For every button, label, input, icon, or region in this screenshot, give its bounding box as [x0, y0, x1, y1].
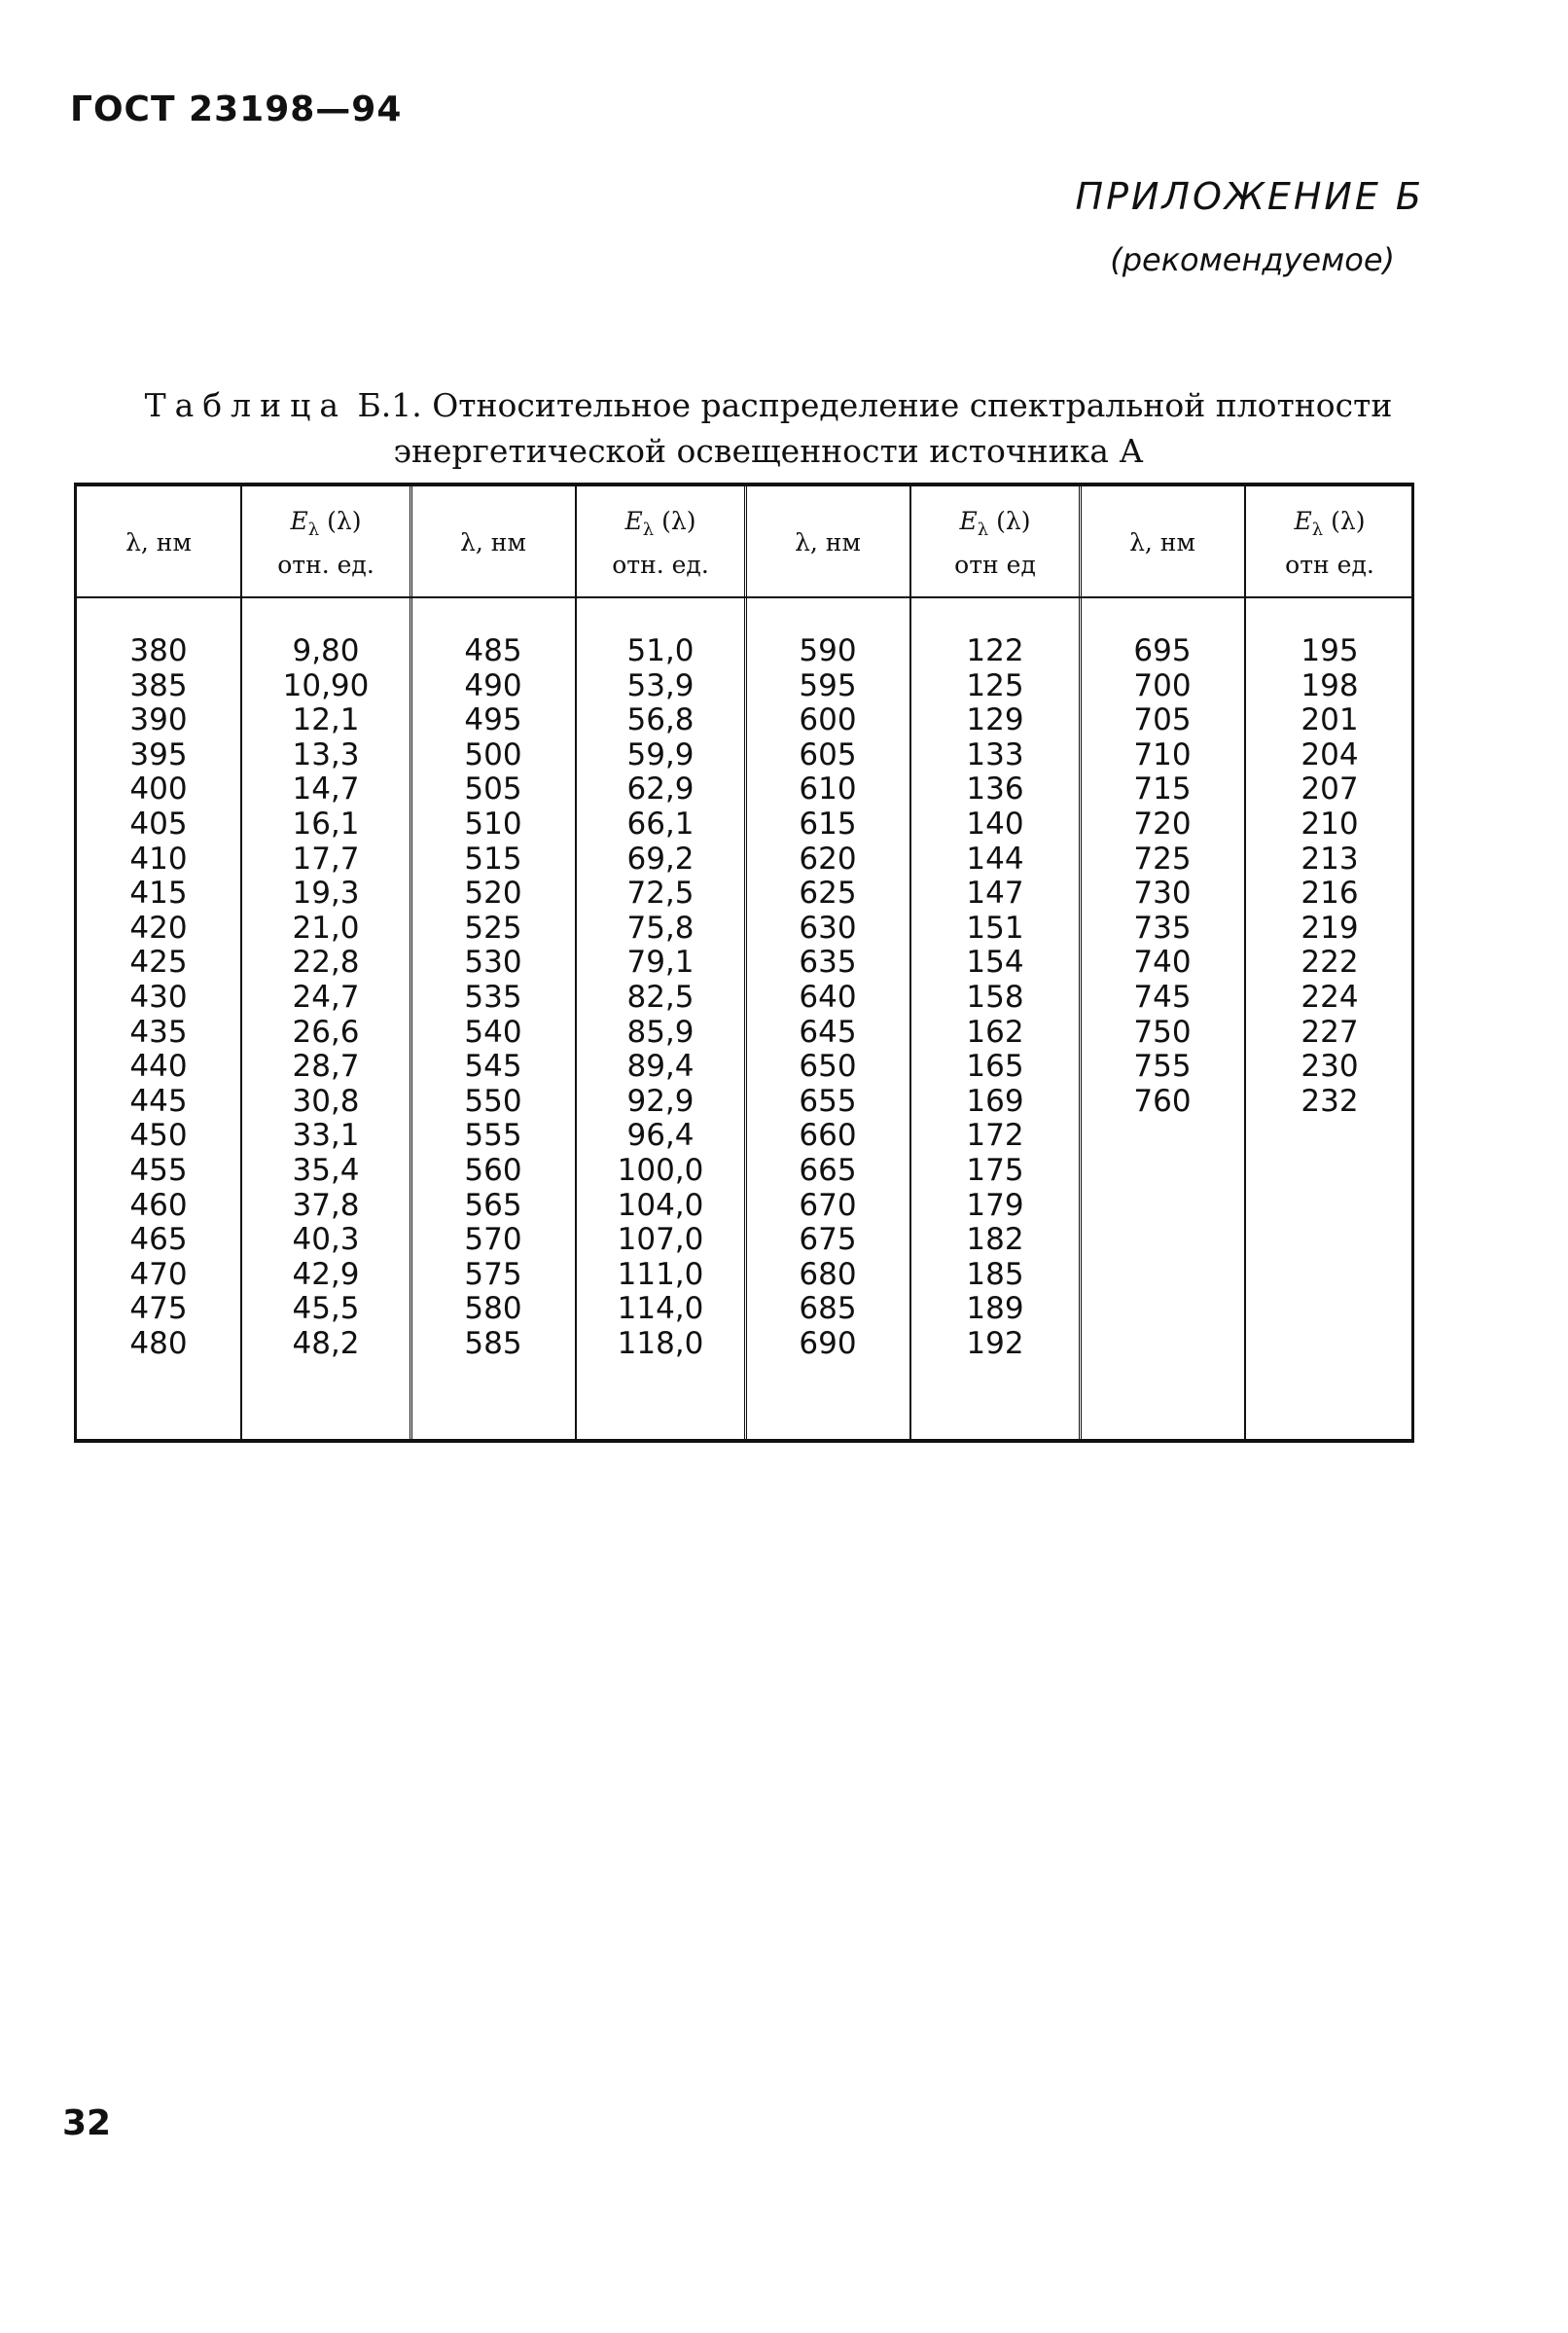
lambda-cell: 490	[464, 667, 522, 703]
lambda-cell: 665	[799, 1152, 857, 1188]
caption-line-1	[136, 382, 1401, 428]
e-lambda-cell: 185	[966, 1256, 1024, 1292]
e-lambda-cell: 96,4	[626, 1118, 695, 1154]
lambda-cell: 600	[799, 702, 857, 738]
lambda-cell: 460	[129, 1187, 188, 1223]
e-lambda-cell: 144	[966, 841, 1024, 877]
e-lambda-cell: 230	[1301, 1049, 1359, 1085]
standard-code: ГОСТ 23198—94	[70, 90, 403, 129]
e-lambda-column	[575, 634, 746, 1361]
e-lambda-cell: 26,6	[292, 1014, 360, 1050]
e-unit: отн ед.	[1285, 550, 1374, 579]
e-subscript: λ	[1311, 519, 1324, 540]
lambda-cell: 560	[464, 1152, 522, 1188]
lambda-header-text: λ, нм	[125, 528, 192, 556]
lambda-cell: 425	[129, 945, 188, 981]
e-lambda-cell: 104,0	[617, 1187, 704, 1223]
lambda-cell: 645	[799, 1014, 857, 1050]
e-lambda-cell: 133	[966, 736, 1024, 772]
lambda-cell: 510	[464, 806, 522, 842]
e-lambda-cell: 207	[1301, 772, 1359, 808]
lambda-cell: 515	[464, 841, 522, 877]
lambda-cell: 440	[129, 1049, 188, 1085]
page-number: 32	[62, 2103, 112, 2143]
lambda-cell: 610	[799, 772, 857, 808]
lambda-cell: 735	[1133, 910, 1192, 946]
lambda-cell: 380	[129, 633, 188, 668]
e-symbol: E	[1294, 506, 1312, 535]
spectral-table	[74, 483, 1414, 1443]
caption-text-1: Б.1. Относительное распределение спектральной плотности	[357, 386, 1393, 424]
lambda-cell: 565	[464, 1187, 522, 1223]
e-lambda-cell: 204	[1301, 736, 1359, 772]
lambda-cell: 550	[464, 1083, 522, 1119]
lambda-cell: 410	[129, 841, 188, 877]
e-lambda-cell: 72,5	[626, 876, 695, 912]
lambda-column	[77, 634, 240, 1361]
lambda-cell: 385	[129, 667, 188, 703]
e-lambda-cell: 33,1	[292, 1118, 360, 1154]
e-lambda-cell: 56,8	[626, 702, 695, 738]
lambda-cell: 530	[464, 945, 522, 981]
e-lambda-cell: 14,7	[292, 772, 360, 808]
lambda-cell: 535	[464, 979, 522, 1015]
lambda-cell: 555	[464, 1118, 522, 1154]
e-subscript: λ	[642, 519, 655, 540]
lambda-header-text: λ, нм	[795, 528, 861, 556]
e-lambda-header	[240, 494, 411, 592]
lambda-cell: 420	[129, 910, 188, 946]
e-lambda-cell: 19,3	[292, 876, 360, 912]
lambda-cell: 505	[464, 772, 522, 808]
lambda-cell: 430	[129, 979, 188, 1015]
table-caption	[136, 382, 1401, 474]
e-lambda-cell: 48,2	[292, 1325, 360, 1361]
e-lambda-cell: 79,1	[626, 945, 695, 981]
e-lambda-cell: 175	[966, 1152, 1024, 1188]
e-lambda-cell: 136	[966, 772, 1024, 808]
lambda-cell: 585	[464, 1325, 522, 1361]
lambda-cell: 705	[1133, 702, 1192, 738]
lambda-cell: 450	[129, 1118, 188, 1154]
lambda-column	[746, 634, 909, 1361]
e-lambda-cell: 59,9	[626, 736, 695, 772]
e-lambda-cell: 89,4	[626, 1049, 695, 1085]
e-lambda-cell: 201	[1301, 702, 1359, 738]
e-lambda-cell: 122	[966, 633, 1024, 668]
lambda-cell: 640	[799, 979, 857, 1015]
e-lambda-symbol	[960, 504, 1031, 548]
e-lambda-cell: 227	[1301, 1014, 1359, 1050]
lambda-cell: 480	[129, 1325, 188, 1361]
e-unit: отн. ед.	[612, 550, 709, 579]
e-lambda-cell: 107,0	[617, 1222, 704, 1258]
e-lambda-cell: 42,9	[292, 1256, 360, 1292]
lambda-header-text: λ, нм	[1129, 528, 1195, 556]
e-lambda-cell: 37,8	[292, 1187, 360, 1223]
lambda-cell: 575	[464, 1256, 522, 1292]
e-lambda-cell: 51,0	[626, 633, 695, 668]
appendix-note: (рекомендуемое)	[1110, 241, 1395, 278]
lambda-cell: 750	[1133, 1014, 1192, 1050]
e-argument: (λ)	[327, 506, 362, 535]
lambda-cell: 475	[129, 1291, 188, 1327]
lambda-cell: 675	[799, 1222, 857, 1258]
lambda-cell: 660	[799, 1118, 857, 1154]
e-lambda-cell: 151	[966, 910, 1024, 946]
e-lambda-cell: 213	[1301, 841, 1359, 877]
lambda-cell: 730	[1133, 876, 1192, 912]
lambda-cell: 635	[799, 945, 857, 981]
e-lambda-cell: 182	[966, 1222, 1024, 1258]
e-lambda-cell: 21,0	[292, 910, 360, 946]
e-lambda-cell: 224	[1301, 979, 1359, 1015]
lambda-cell: 580	[464, 1291, 522, 1327]
e-lambda-cell: 13,3	[292, 736, 360, 772]
e-lambda-cell: 66,1	[626, 806, 695, 842]
e-lambda-cell: 210	[1301, 806, 1359, 842]
lambda-header	[411, 494, 575, 592]
lambda-cell: 690	[799, 1325, 857, 1361]
e-unit: отн. ед.	[277, 550, 374, 579]
lambda-cell: 570	[464, 1222, 522, 1258]
lambda-header	[1081, 494, 1244, 592]
lambda-cell: 455	[129, 1152, 188, 1188]
lambda-cell: 540	[464, 1014, 522, 1050]
lambda-cell: 670	[799, 1187, 857, 1223]
lambda-cell: 650	[799, 1049, 857, 1085]
e-subscript: λ	[977, 519, 989, 540]
e-lambda-cell: 169	[966, 1083, 1024, 1119]
e-lambda-symbol	[625, 504, 696, 548]
e-lambda-cell: 219	[1301, 910, 1359, 946]
e-lambda-cell: 53,9	[626, 667, 695, 703]
lambda-cell: 625	[799, 876, 857, 912]
e-lambda-symbol	[291, 504, 362, 548]
e-symbol: E	[624, 506, 643, 535]
e-lambda-cell: 154	[966, 945, 1024, 981]
e-lambda-cell: 10,90	[282, 667, 370, 703]
e-lambda-cell: 111,0	[617, 1256, 704, 1292]
lambda-header-text: λ, нм	[460, 528, 526, 556]
e-lambda-cell: 147	[966, 876, 1024, 912]
e-lambda-cell: 162	[966, 1014, 1024, 1050]
e-lambda-cell: 85,9	[626, 1014, 695, 1050]
e-symbol: E	[959, 506, 978, 535]
e-lambda-cell: 45,5	[292, 1291, 360, 1327]
e-lambda-cell: 140	[966, 806, 1024, 842]
lambda-cell: 720	[1133, 806, 1192, 842]
lambda-cell: 710	[1133, 736, 1192, 772]
lambda-cell: 630	[799, 910, 857, 946]
e-lambda-cell: 216	[1301, 876, 1359, 912]
lambda-cell: 525	[464, 910, 522, 946]
lambda-cell: 445	[129, 1083, 188, 1119]
lambda-column	[411, 634, 575, 1361]
e-argument: (λ)	[996, 506, 1031, 535]
e-lambda-cell: 158	[966, 979, 1024, 1015]
lambda-cell: 620	[799, 841, 857, 877]
e-lambda-cell: 222	[1301, 945, 1359, 981]
e-lambda-cell: 24,7	[292, 979, 360, 1015]
lambda-cell: 595	[799, 667, 857, 703]
e-lambda-column	[909, 634, 1081, 1361]
e-lambda-cell: 198	[1301, 667, 1359, 703]
lambda-cell: 500	[464, 736, 522, 772]
lambda-cell: 755	[1133, 1049, 1192, 1085]
lambda-cell: 470	[129, 1256, 188, 1292]
e-lambda-cell: 114,0	[617, 1291, 704, 1327]
lambda-cell: 405	[129, 806, 188, 842]
lambda-cell: 715	[1133, 772, 1192, 808]
lambda-cell: 485	[464, 633, 522, 668]
lambda-cell: 740	[1133, 945, 1192, 981]
e-unit: отн ед	[954, 550, 1036, 579]
lambda-cell: 700	[1133, 667, 1192, 703]
e-lambda-cell: 82,5	[626, 979, 695, 1015]
e-lambda-cell: 17,7	[292, 841, 360, 877]
e-argument: (λ)	[1331, 506, 1366, 535]
lambda-header	[77, 494, 240, 592]
lambda-column	[1081, 634, 1244, 1119]
e-lambda-cell: 195	[1301, 633, 1359, 668]
e-lambda-header	[909, 494, 1081, 592]
e-lambda-symbol	[1295, 504, 1366, 548]
lambda-cell: 605	[799, 736, 857, 772]
e-lambda-column	[1244, 634, 1415, 1119]
caption-label: Таблица	[144, 386, 347, 424]
e-lambda-cell: 30,8	[292, 1083, 360, 1119]
lambda-cell: 695	[1133, 633, 1192, 668]
lambda-header	[746, 494, 909, 592]
e-lambda-cell: 9,80	[292, 633, 360, 668]
e-lambda-cell: 189	[966, 1291, 1024, 1327]
e-lambda-cell: 129	[966, 702, 1024, 738]
appendix-title: ПРИЛОЖЕНИЕ Б	[1075, 175, 1424, 218]
e-lambda-cell: 165	[966, 1049, 1024, 1085]
lambda-cell: 465	[129, 1222, 188, 1258]
lambda-cell: 545	[464, 1049, 522, 1085]
lambda-cell: 760	[1133, 1083, 1192, 1119]
e-lambda-header	[1244, 494, 1415, 592]
e-lambda-cell: 69,2	[626, 841, 695, 877]
lambda-cell: 400	[129, 772, 188, 808]
e-lambda-column	[240, 634, 411, 1361]
lambda-cell: 615	[799, 806, 857, 842]
e-lambda-cell: 118,0	[617, 1325, 704, 1361]
e-lambda-cell: 62,9	[626, 772, 695, 808]
lambda-cell: 680	[799, 1256, 857, 1292]
lambda-cell: 495	[464, 702, 522, 738]
lambda-cell: 390	[129, 702, 188, 738]
e-lambda-cell: 100,0	[617, 1152, 704, 1188]
lambda-cell: 395	[129, 736, 188, 772]
e-lambda-cell: 12,1	[292, 702, 360, 738]
e-lambda-cell: 232	[1301, 1083, 1359, 1119]
e-lambda-cell: 179	[966, 1187, 1024, 1223]
e-lambda-cell: 92,9	[626, 1083, 695, 1119]
lambda-cell: 725	[1133, 841, 1192, 877]
caption-line-2: энергетической освещенности источника А	[393, 432, 1144, 470]
lambda-cell: 685	[799, 1291, 857, 1327]
lambda-cell: 435	[129, 1014, 188, 1050]
e-argument: (λ)	[661, 506, 696, 535]
e-lambda-cell: 22,8	[292, 945, 360, 981]
lambda-cell: 520	[464, 876, 522, 912]
e-lambda-cell: 192	[966, 1325, 1024, 1361]
lambda-cell: 590	[799, 633, 857, 668]
e-lambda-cell: 40,3	[292, 1222, 360, 1258]
e-lambda-header	[575, 494, 746, 592]
e-lambda-cell: 75,8	[626, 910, 695, 946]
lambda-cell: 415	[129, 876, 188, 912]
lambda-cell: 655	[799, 1083, 857, 1119]
e-symbol: E	[290, 506, 308, 535]
e-lambda-cell: 28,7	[292, 1049, 360, 1085]
e-subscript: λ	[307, 519, 320, 540]
e-lambda-cell: 35,4	[292, 1152, 360, 1188]
e-lambda-cell: 125	[966, 667, 1024, 703]
lambda-cell: 745	[1133, 979, 1192, 1015]
e-lambda-cell: 16,1	[292, 806, 360, 842]
e-lambda-cell: 172	[966, 1118, 1024, 1154]
